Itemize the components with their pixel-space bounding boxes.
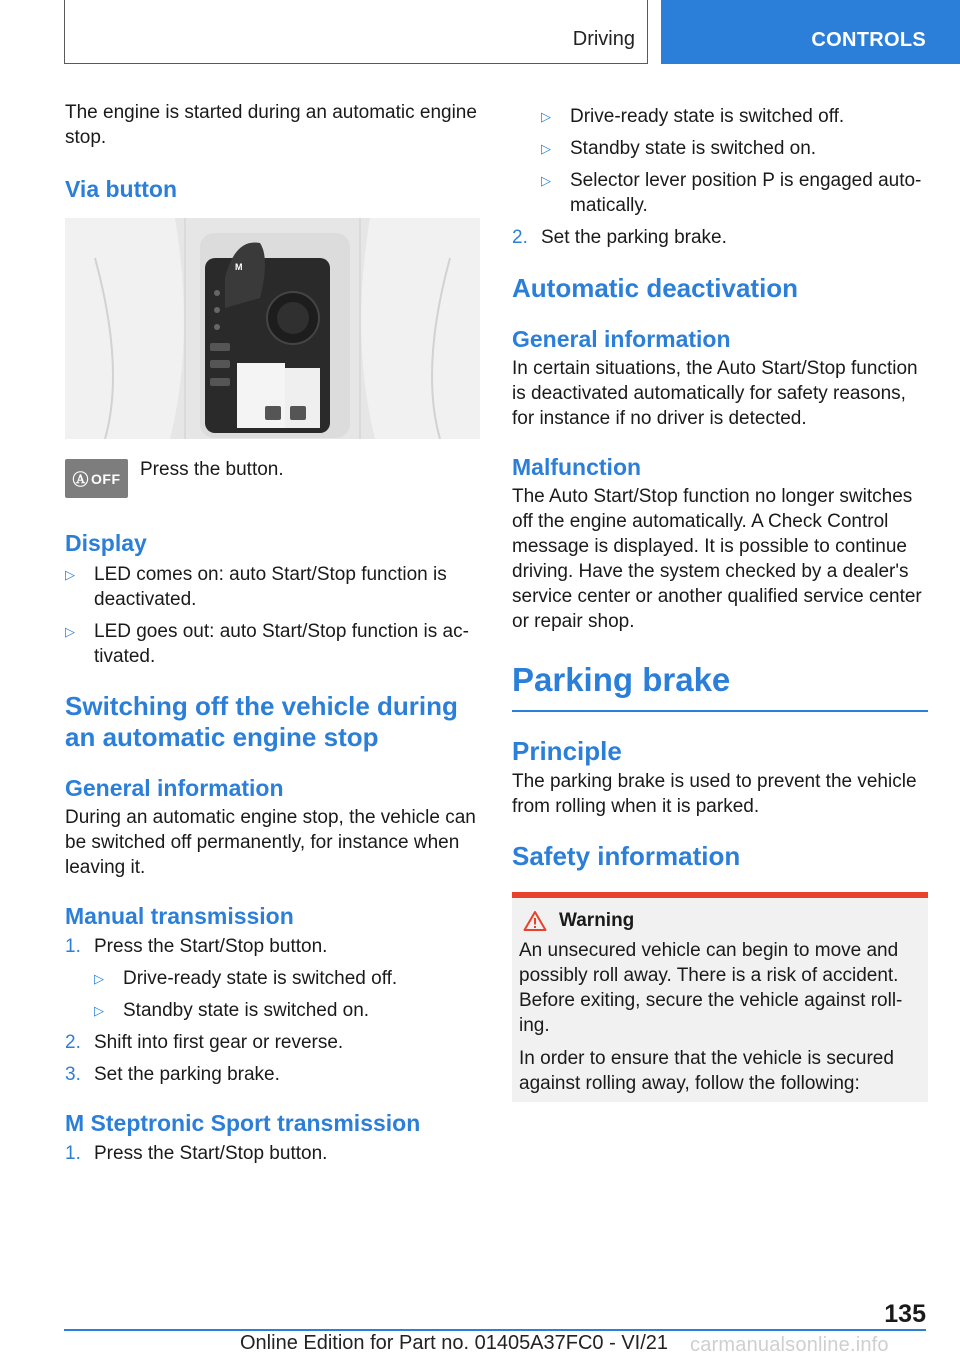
- triangle-bullet-icon: ▷: [541, 173, 551, 188]
- manual-steps-list: [65, 934, 481, 959]
- press-button-row: [65, 459, 481, 519]
- safety-info-heading: Safety information: [512, 841, 741, 871]
- display-list: [65, 562, 481, 669]
- principle-text: The parking brake is used to prevent the vehicle from rolling when it is parked.: [512, 771, 917, 817]
- automatic-deactivation-heading: Automatic deactivation: [512, 273, 799, 303]
- manual-steps-list-cont: [65, 1030, 481, 1087]
- list-item: ▷ Selector lever position P is engaged auto‐matically.: [541, 170, 922, 216]
- warning-box: [512, 892, 928, 1102]
- via-button-heading: Via button: [65, 176, 178, 202]
- list-item: ▷ Drive-ready state is switched off.: [541, 106, 845, 127]
- list-item: ▷ LED goes out: auto Start/Stop function is ac‐tivated.: [65, 621, 469, 667]
- auto-icon-text: OFF: [91, 470, 121, 487]
- triangle-bullet-icon: ▷: [94, 1003, 104, 1018]
- header-section-tab: [64, 0, 648, 64]
- triangle-bullet-icon: ▷: [541, 109, 551, 124]
- intro-text: The engine is started during an automatic engine stop.: [65, 102, 477, 148]
- general-info-heading: General information: [65, 775, 284, 801]
- list-item: ▷ Drive-ready state is switched off.: [94, 968, 398, 989]
- steptronic-steps-list-cont: [512, 225, 928, 250]
- parking-brake-heading: Parking brake: [512, 661, 731, 698]
- list-item: 1. Press the Start/Stop button.: [65, 936, 328, 957]
- steptronic-heading: M Steptronic Sport transmission: [65, 1110, 421, 1136]
- list-item: ▷ Standby state is switched on.: [94, 1000, 370, 1021]
- manual-transmission-heading: Manual transmission: [65, 903, 294, 929]
- left-column: [65, 100, 481, 1166]
- list-item: 2. Shift into first gear or reverse.: [65, 1032, 344, 1053]
- display-heading: Display: [65, 530, 147, 556]
- auto-deactivation-text: In certain situations, the Auto Start/Stop function is deactivated automatically for safety reasons, for instance if no driver is detected.: [512, 358, 918, 429]
- list-item: 1. Press the Start/Stop button.: [65, 1143, 328, 1164]
- footer-edition: Online Edition for Part no. 01405A37FC0 - VI/21: [240, 1332, 669, 1354]
- console-illustration: [65, 218, 480, 439]
- warning-title: Warning: [559, 910, 635, 931]
- section-divider: [512, 710, 928, 712]
- principle-heading: Principle: [512, 736, 622, 766]
- malfunction-heading: Malfunction: [512, 454, 642, 480]
- general-info-heading-2: General information: [512, 326, 731, 352]
- general-info-text: During an automatic engine stop, the vehicle can be switched off permanently, for instance when leaving it.: [65, 807, 476, 878]
- list-item: ▷ Standby state is switched on.: [541, 138, 817, 159]
- svg-text:M: M: [235, 262, 243, 272]
- watermark: carmanualsonline.info: [690, 1334, 889, 1356]
- triangle-bullet-icon: ▷: [541, 141, 551, 156]
- malfunction-text: The Auto Start/Stop function no longer switches off the engine automatically. A Check Control message is displayed. It is possible to continue driving. Have the system checked by a dealer's service center or another qualified service center or repair shop.: [512, 486, 922, 632]
- warning-triangle-icon: [523, 910, 547, 932]
- header-chapter-title: CONTROLS: [811, 29, 926, 51]
- header-chapter-tab: [661, 0, 960, 64]
- list-item: ▷ LED comes on: auto Start/Stop function is deactivated.: [65, 564, 447, 610]
- auto-icon-glyph: Ⓐ: [72, 472, 89, 489]
- triangle-bullet-icon: ▷: [94, 971, 104, 986]
- page-number: 135: [884, 1300, 926, 1328]
- header-section-title: Driving: [572, 28, 635, 50]
- triangle-bullet-icon: ▷: [65, 624, 75, 639]
- right-column: [512, 100, 928, 1102]
- triangle-bullet-icon: ▷: [65, 567, 75, 582]
- steptronic-steps-list: [65, 1141, 481, 1166]
- auto-start-stop-off-icon: [65, 459, 128, 498]
- steptronic-substeps-list: [512, 104, 928, 218]
- warning-text-2: In order to ensure that the vehicle is secured against rolling away, follow the following:: [519, 1048, 894, 1094]
- manual-substeps-list: [65, 966, 481, 1023]
- press-button-text: Press the button.: [140, 459, 284, 480]
- list-item: 2. Set the parking brake.: [512, 227, 727, 248]
- list-item: 3. Set the parking brake.: [65, 1064, 280, 1085]
- warning-text-1: An unsecured vehicle can begin to move and possibly roll away. There is a risk of accident. Before exiting, secure the vehicle against roll‐ing.: [519, 940, 903, 1036]
- warning-header: [523, 910, 920, 932]
- center-console-image: [65, 218, 480, 439]
- switching-off-heading: Switching off the vehicle during an automatic engine stop: [65, 691, 458, 752]
